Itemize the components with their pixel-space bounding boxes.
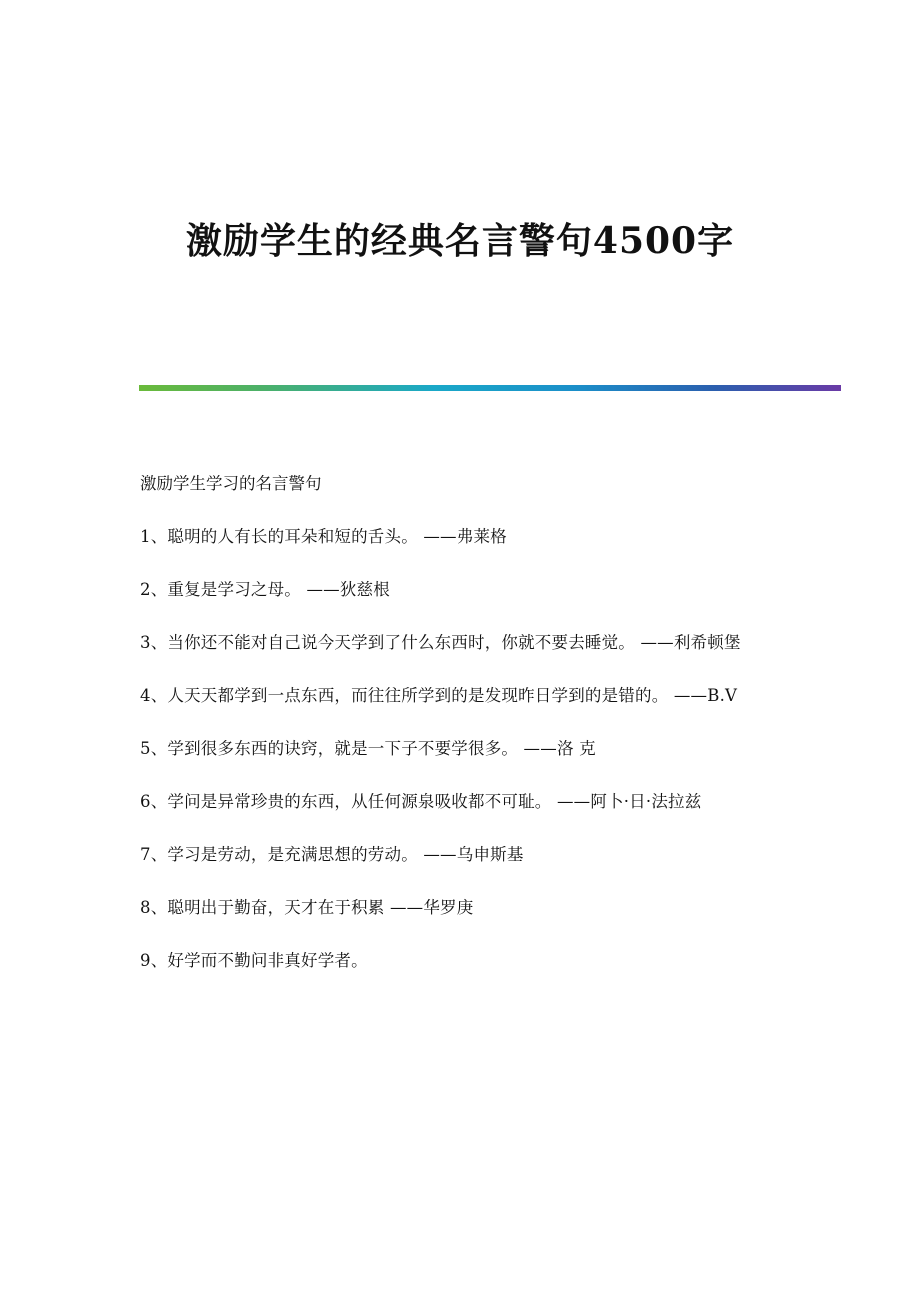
quote-item-3: 3、当你还不能对自己说今天学到了什么东西时，你就不要去睡觉。 ——利希顿堡: [140, 633, 741, 652]
quote-item-8: 8、聪明出于勤奋，天才在于积累 ——华罗庚: [140, 898, 474, 917]
quote-item-2: 2、重复是学习之母。 ——狄慈根: [140, 580, 390, 599]
quote-item-5: 5、学到很多东西的诀窍，就是一下子不要学很多。 ——洛 克: [140, 739, 596, 758]
document-body: [140, 466, 780, 996]
quote-item-1: 1、聪明的人有长的耳朵和短的舌头。 ——弗莱格: [140, 527, 507, 546]
quote-item-6: 6、学问是异常珍贵的东西，从任何源泉吸收都不可耻。 ——阿卜·日·法拉兹: [140, 792, 702, 811]
quote-item-7: 7、学习是劳动，是充满思想的劳动。 ——乌申斯基: [140, 845, 524, 864]
quote-item-4: 4、人天天都学到一点东西，而往往所学到的是发现昨日学到的是错的。 ——B.V: [140, 686, 738, 705]
section-heading: 激励学生学习的名言警句: [140, 474, 322, 493]
document-title: 激励学生的经典名言警句4500字: [185, 220, 735, 262]
quote-item-9: 9、好学而不勤问非真好学者。: [140, 951, 368, 970]
title-divider: [139, 385, 841, 391]
